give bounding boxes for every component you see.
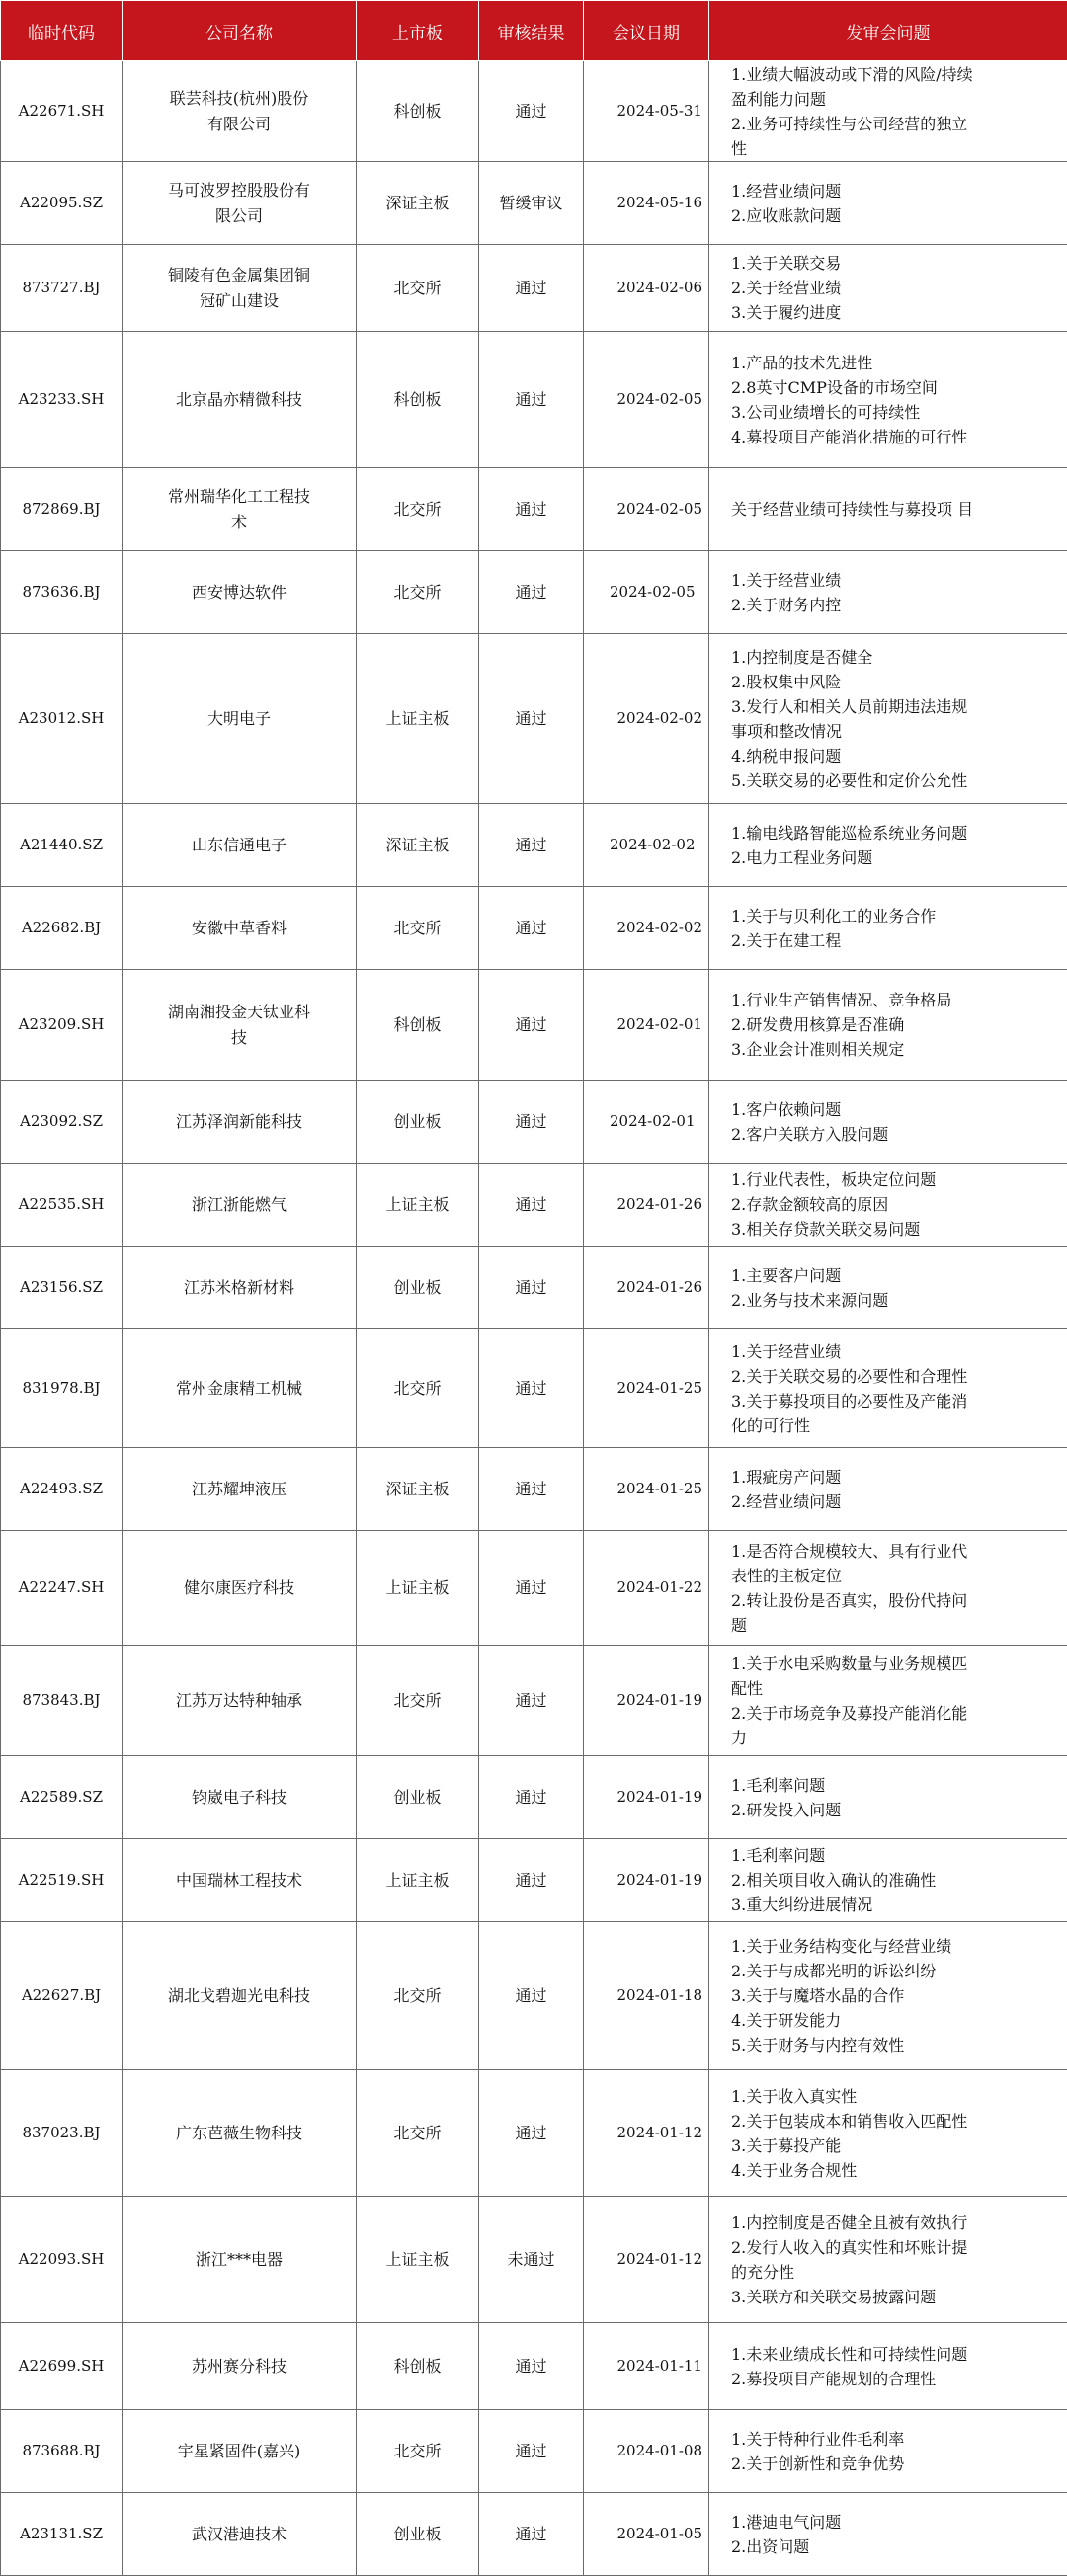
- issue-item: 2.关于经营业绩: [731, 279, 842, 297]
- header-issues: 发审会问题: [709, 1, 1067, 61]
- review-result: 通过: [479, 1756, 584, 1839]
- issue-item: 2.研发投入问题: [731, 1800, 842, 1819]
- issue-item: 1.行业代表性，板块定位问题: [731, 1170, 937, 1189]
- company-name: 北京晶亦精微科技: [123, 332, 357, 468]
- issue-item: 3.重大纠纷进展情况: [731, 1895, 873, 1914]
- table-row: [1, 1756, 1067, 1839]
- listing-board: 深证主板: [357, 162, 479, 245]
- header-date: 会议日期: [584, 1, 709, 61]
- table-row: [1, 551, 1067, 634]
- review-issues: [709, 970, 1067, 1081]
- issue-item: 1.未来业绩成长性和可持续性问题: [731, 2344, 968, 2364]
- issue-item: 1.关于业务结构变化与经营业绩: [731, 1937, 952, 1956]
- stock-code: A22093.SH: [1, 2197, 123, 2323]
- review-result: 通过: [479, 1531, 584, 1646]
- meeting-date: 2024-01-12: [584, 2070, 709, 2197]
- table-row: [1, 2070, 1067, 2197]
- listing-board: 北交所: [357, 1922, 479, 2070]
- table-row: [1, 332, 1067, 468]
- stock-code: A21440.SZ: [1, 804, 123, 887]
- review-issues: [709, 2410, 1067, 2493]
- review-issues: [709, 804, 1067, 887]
- issue-item: 2.应收账款问题: [731, 205, 842, 225]
- listing-board: 北交所: [357, 245, 479, 332]
- review-result: 通过: [479, 1922, 584, 2070]
- listing-board: 北交所: [357, 2410, 479, 2493]
- review-issues: [709, 1448, 1067, 1531]
- review-result: 通过: [479, 1164, 584, 1247]
- review-result: 通过: [479, 2070, 584, 2197]
- table-row: [1, 2323, 1067, 2410]
- table-row: [1, 1531, 1067, 1646]
- review-issues: [709, 1646, 1067, 1756]
- issue-item: 1.关于经营业绩: [731, 1341, 842, 1361]
- company-name: 山东信通电子: [123, 804, 357, 887]
- stock-code: A22519.SH: [1, 1839, 123, 1922]
- listing-board: 北交所: [357, 887, 479, 970]
- issue-item: 5.关于财务与内控有效性: [731, 2036, 905, 2054]
- issue-item: 1.经营业绩问题: [731, 181, 842, 201]
- review-issues: [709, 245, 1067, 332]
- table-row: [1, 1922, 1067, 2070]
- meeting-date: 2024-01-26: [584, 1247, 709, 1329]
- issue-item: 5.关联交易的必要性和定价公允性: [731, 770, 968, 790]
- issue-item: 2.关于与成都光明的诉讼纠纷: [731, 1962, 937, 1980]
- company-name: 江苏万达特种轴承: [123, 1646, 357, 1756]
- table-row: [1, 1329, 1067, 1448]
- review-result: 通过: [479, 245, 584, 332]
- issue-item: 2.募投项目产能规划的合理性: [731, 2369, 937, 2388]
- table-row: [1, 2410, 1067, 2493]
- review-result: 通过: [479, 1081, 584, 1164]
- review-result: 通过: [479, 1247, 584, 1329]
- stock-code: 837023.BJ: [1, 2070, 123, 2197]
- company-name: 江苏耀坤液压: [123, 1448, 357, 1531]
- review-issues: [709, 468, 1067, 551]
- issue-item: 1.主要客户问题: [731, 1265, 842, 1285]
- table-row: [1, 1164, 1067, 1247]
- issue-item: 4.关于研发能力: [731, 2011, 842, 2030]
- stock-code: 873636.BJ: [1, 551, 123, 634]
- issue-item: 2.存款金额较高的原因: [731, 1195, 889, 1214]
- meeting-date: 2024-02-02: [584, 634, 709, 804]
- review-issues: [709, 2197, 1067, 2323]
- table-row: [1, 887, 1067, 970]
- review-issues: [709, 2323, 1067, 2410]
- stock-code: A22095.SZ: [1, 162, 123, 245]
- listing-board: 北交所: [357, 1329, 479, 1448]
- review-result: 通过: [479, 2323, 584, 2410]
- stock-code: A23233.SH: [1, 332, 123, 468]
- company-name: 联芸科技(杭州)股份有限公司: [123, 61, 357, 162]
- listing-board: 上证主板: [357, 1164, 479, 1247]
- review-result: 通过: [479, 1448, 584, 1531]
- listing-board: 科创板: [357, 2323, 479, 2410]
- issue-item: 1.输电线路智能巡检系统业务问题: [731, 823, 968, 843]
- table-row: [1, 1839, 1067, 1922]
- review-result: 暂缓审议: [479, 162, 584, 245]
- table-body: [1, 61, 1067, 2576]
- issue-item: 2.关于在建工程: [731, 930, 842, 950]
- issue-item: 3.公司业绩增长的可持续性: [731, 402, 921, 422]
- review-result: 通过: [479, 887, 584, 970]
- meeting-date: 2024-02-01: [584, 1081, 709, 1164]
- issue-item: 2.业务可持续性与公司经营的独立性: [731, 114, 968, 158]
- meeting-date: 2024-02-06: [584, 245, 709, 332]
- listing-board: 深证主板: [357, 804, 479, 887]
- review-result: 通过: [479, 2493, 584, 2576]
- review-issues: [709, 1922, 1067, 2070]
- meeting-date: 2024-02-02: [584, 804, 709, 887]
- company-name: 常州金康精工机械: [123, 1329, 357, 1448]
- company-name: 宇星紧固件(嘉兴): [123, 2410, 357, 2493]
- issue-item: 1.业绩大幅波动或下滑的风险/持续盈利能力问题: [731, 64, 973, 109]
- review-result: 通过: [479, 634, 584, 804]
- stock-code: A23092.SZ: [1, 1081, 123, 1164]
- issue-item: 2.发行人收入的真实性和坏账计提的充分性: [731, 2237, 968, 2282]
- table-row: [1, 1081, 1067, 1164]
- issue-item: 1.港迪电气问题: [731, 2512, 842, 2532]
- meeting-date: 2024-01-22: [584, 1531, 709, 1646]
- review-issues: [709, 61, 1067, 162]
- meeting-date: 2024-01-19: [584, 1839, 709, 1922]
- meeting-date: 2024-02-05: [584, 551, 709, 634]
- company-name: 铜陵有色金属集团铜冠矿山建设: [123, 245, 357, 332]
- review-result: 通过: [479, 1646, 584, 1756]
- stock-code: 873727.BJ: [1, 245, 123, 332]
- issue-item: 2.研发费用核算是否准确: [731, 1015, 905, 1034]
- review-issues: [709, 887, 1067, 970]
- issue-item: 2.电力工程业务问题: [731, 847, 873, 867]
- issue-item: 1.关于关联交易: [731, 254, 842, 273]
- table-header: [1, 1, 1067, 61]
- issue-item: 3.相关存贷款关联交易问题: [731, 1220, 921, 1239]
- listing-board: 上证主板: [357, 1531, 479, 1646]
- company-name: 苏州赛分科技: [123, 2323, 357, 2410]
- table-row: [1, 1646, 1067, 1756]
- issue-item: 2.关于财务内控: [731, 595, 842, 614]
- issue-item: 3.关于募投产能: [731, 2135, 842, 2155]
- meeting-date: 2024-01-11: [584, 2323, 709, 2410]
- issue-item: 2.关于市场竞争及募投产能消化能力: [731, 1703, 968, 1747]
- company-name: 大明电子: [123, 634, 357, 804]
- issue-item: 3.关联方和关联交易披露问题: [731, 2287, 937, 2306]
- review-result: 通过: [479, 1839, 584, 1922]
- review-result: 通过: [479, 1329, 584, 1448]
- review-result: 通过: [479, 551, 584, 634]
- stock-code: A22535.SH: [1, 1164, 123, 1247]
- header-code: 临时代码: [1, 1, 123, 61]
- issue-item: 关于经营业绩可持续性与募投项 目: [731, 500, 974, 519]
- meeting-date: 2024-01-19: [584, 1646, 709, 1756]
- review-issues: [709, 551, 1067, 634]
- issue-item: 4.关于业务合规性: [731, 2160, 858, 2180]
- stock-code: A23012.SH: [1, 634, 123, 804]
- company-name: 江苏米格新材料: [123, 1247, 357, 1329]
- review-result: 未通过: [479, 2197, 584, 2323]
- review-result: 通过: [479, 970, 584, 1081]
- issue-item: 1.毛利率问题: [731, 1775, 826, 1795]
- issue-item: 2.关于包装成本和销售收入匹配性: [731, 2111, 968, 2131]
- stock-code: A23156.SZ: [1, 1247, 123, 1329]
- issue-item: 1.瑕疵房产问题: [731, 1467, 842, 1487]
- listing-board: 北交所: [357, 468, 479, 551]
- meeting-date: 2024-05-31: [584, 61, 709, 162]
- company-name: 浙江***电器: [123, 2197, 357, 2323]
- stock-code: A22589.SZ: [1, 1756, 123, 1839]
- meeting-date: 2024-01-26: [584, 1164, 709, 1247]
- review-issues: [709, 1839, 1067, 1922]
- review-issues: [709, 634, 1067, 804]
- issue-item: 1.是否符合规模较大、具有行业代表性的主板定位: [731, 1541, 968, 1585]
- issue-item: 2.关于创新性和竞争优势: [731, 2454, 905, 2473]
- company-name: 健尔康医疗科技: [123, 1531, 357, 1646]
- issue-item: 2.关于关联交易的必要性和合理性: [731, 1366, 968, 1386]
- meeting-date: 2024-01-12: [584, 2197, 709, 2323]
- issue-item: 3.发行人和相关人员前期违法违规事项和整改情况: [731, 696, 968, 741]
- issue-item: 3.关于与魔塔水晶的合作: [731, 1986, 905, 2005]
- review-issues: [709, 332, 1067, 468]
- company-name: 马可波罗控股股份有限公司: [123, 162, 357, 245]
- issue-item: 2.8英寸CMP设备的市场空间: [731, 377, 938, 397]
- listing-board: 创业板: [357, 1756, 479, 1839]
- issue-item: 1.行业生产销售情况、竞争格局: [731, 991, 952, 1009]
- company-name: 钧崴电子科技: [123, 1756, 357, 1839]
- issue-item: 3.关于履约进度: [731, 303, 842, 322]
- review-issues: [709, 162, 1067, 245]
- stock-code: A22247.SH: [1, 1531, 123, 1646]
- company-name: 浙江浙能燃气: [123, 1164, 357, 1247]
- issue-item: 1.关于与贝利化工的业务合作: [731, 906, 937, 926]
- issue-item: 1.毛利率问题: [731, 1846, 826, 1865]
- listing-board: 北交所: [357, 551, 479, 634]
- stock-code: A23209.SH: [1, 970, 123, 1081]
- table-row: [1, 2197, 1067, 2323]
- issue-item: 4.募投项目产能消化措施的可行性: [731, 427, 968, 446]
- meeting-date: 2024-01-19: [584, 1756, 709, 1839]
- meeting-date: 2024-01-08: [584, 2410, 709, 2493]
- issue-item: 2.相关项目收入确认的准确性: [731, 1871, 937, 1890]
- issue-item: 2.股权集中风险: [731, 672, 842, 691]
- stock-code: A22493.SZ: [1, 1448, 123, 1531]
- review-issues: [709, 1756, 1067, 1839]
- stock-code: A22682.BJ: [1, 887, 123, 970]
- listing-board: 科创板: [357, 970, 479, 1081]
- meeting-date: 2024-01-25: [584, 1448, 709, 1531]
- header-row: [1, 1, 1067, 61]
- review-result: 通过: [479, 804, 584, 887]
- review-issues: [709, 1164, 1067, 1247]
- issue-item: 1.内控制度是否健全且被有效执行: [731, 2213, 968, 2232]
- issue-item: 4.纳税申报问题: [731, 746, 842, 765]
- issue-item: 1.产品的技术先进性: [731, 353, 873, 372]
- header-board: 上市板: [357, 1, 479, 61]
- table-row: [1, 61, 1067, 162]
- review-result: 通过: [479, 468, 584, 551]
- issue-item: 1.关于收入真实性: [731, 2086, 858, 2106]
- review-result: 通过: [479, 2410, 584, 2493]
- table-row: [1, 2493, 1067, 2576]
- stock-code: 873688.BJ: [1, 2410, 123, 2493]
- stock-code: 831978.BJ: [1, 1329, 123, 1448]
- review-issues: [709, 1329, 1067, 1448]
- stock-code: A23131.SZ: [1, 2493, 123, 2576]
- listing-board: 上证主板: [357, 1839, 479, 1922]
- meeting-date: 2024-02-02: [584, 887, 709, 970]
- stock-code: A22627.BJ: [1, 1922, 123, 2070]
- issue-item: 2.经营业绩问题: [731, 1491, 842, 1511]
- stock-code: 872869.BJ: [1, 468, 123, 551]
- issue-item: 3.关于募投项目的必要性及产能消化的可行性: [731, 1391, 968, 1435]
- header-result: 审核结果: [479, 1, 584, 61]
- company-name: 安徽中草香料: [123, 887, 357, 970]
- table-row: [1, 970, 1067, 1081]
- review-result: 通过: [479, 61, 584, 162]
- meeting-date: 2024-02-01: [584, 970, 709, 1081]
- issue-item: 2.出资问题: [731, 2536, 810, 2556]
- listing-board: 创业板: [357, 1247, 479, 1329]
- meeting-date: 2024-01-25: [584, 1329, 709, 1448]
- table-row: [1, 468, 1067, 551]
- issue-item: 1.内控制度是否健全: [731, 647, 873, 667]
- issue-item: 3.企业会计准则相关规定: [731, 1040, 905, 1059]
- issue-item: 1.关于经营业绩: [731, 570, 842, 590]
- review-issues: [709, 1531, 1067, 1646]
- table-row: [1, 804, 1067, 887]
- table-row: [1, 245, 1067, 332]
- company-name: 湖南湘投金天钛业科技: [123, 970, 357, 1081]
- meeting-date: 2024-01-18: [584, 1922, 709, 2070]
- listing-board: 上证主板: [357, 634, 479, 804]
- listing-board: 北交所: [357, 1646, 479, 1756]
- meeting-date: 2024-02-05: [584, 468, 709, 551]
- meeting-date: 2024-05-16: [584, 162, 709, 245]
- listing-board: 深证主板: [357, 1448, 479, 1531]
- company-name: 武汉港迪技术: [123, 2493, 357, 2576]
- issue-item: 1.关于水电采购数量与业务规模匹配性: [731, 1653, 968, 1698]
- review-issues: [709, 1247, 1067, 1329]
- table-row: [1, 1448, 1067, 1531]
- issue-item: 2.客户关联方入股问题: [731, 1124, 889, 1144]
- table-row: [1, 634, 1067, 804]
- listing-board: 北交所: [357, 2070, 479, 2197]
- issue-item: 2.业务与技术来源问题: [731, 1290, 889, 1310]
- table-row: [1, 162, 1067, 245]
- stock-code: A22699.SH: [1, 2323, 123, 2410]
- header-company: 公司名称: [123, 1, 357, 61]
- table-row: [1, 1247, 1067, 1329]
- listing-board: 创业板: [357, 1081, 479, 1164]
- review-result: 通过: [479, 332, 584, 468]
- review-issues: [709, 2070, 1067, 2197]
- review-issues: [709, 1081, 1067, 1164]
- meeting-date: 2024-01-05: [584, 2493, 709, 2576]
- company-name: 湖北戈碧迦光电科技: [123, 1922, 357, 2070]
- company-name: 西安博达软件: [123, 551, 357, 634]
- review-issues: [709, 2493, 1067, 2576]
- listing-board: 科创板: [357, 61, 479, 162]
- issue-item: 1.客户依赖问题: [731, 1099, 842, 1119]
- listing-board: 上证主板: [357, 2197, 479, 2323]
- company-name: 江苏泽润新能科技: [123, 1081, 357, 1164]
- company-name: 广东芭薇生物科技: [123, 2070, 357, 2197]
- company-name: 中国瑞林工程技术: [123, 1839, 357, 1922]
- meeting-date: 2024-02-05: [584, 332, 709, 468]
- issue-item: 1.关于特种行业件毛利率: [731, 2429, 905, 2449]
- listing-board: 科创板: [357, 332, 479, 468]
- stock-code: A22671.SH: [1, 61, 123, 162]
- issue-item: 2.转让股份是否真实，股份代持问题: [731, 1590, 968, 1635]
- listing-board: 创业板: [357, 2493, 479, 2576]
- stock-code: 873843.BJ: [1, 1646, 123, 1756]
- company-name: 常州瑞华化工工程技术: [123, 468, 357, 551]
